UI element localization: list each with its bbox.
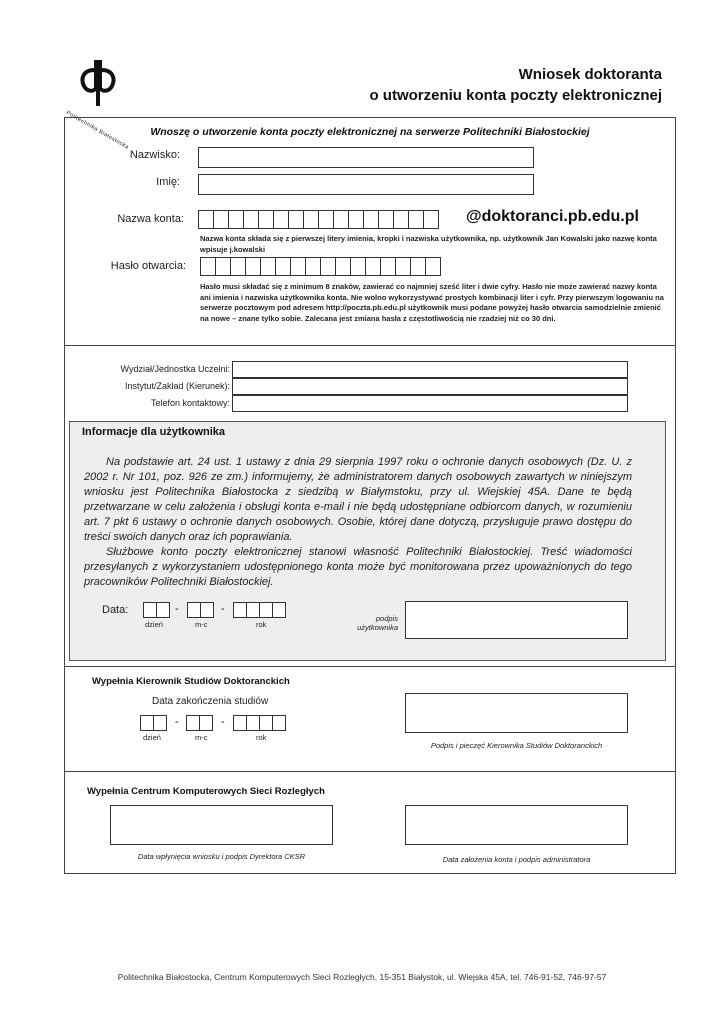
firstname-label: Imię: — [156, 176, 180, 188]
institute-field[interactable] — [232, 378, 628, 395]
date-separator: - — [175, 603, 179, 615]
firstname-field[interactable] — [198, 174, 534, 195]
end-month-boxes[interactable] — [186, 715, 212, 731]
year-caption: rok — [256, 733, 267, 742]
divider — [64, 771, 676, 772]
university-logo — [62, 48, 162, 151]
year-caption: rok — [256, 620, 267, 629]
logo-text: Politechnika Białostocka — [65, 110, 130, 151]
user-info-heading: Informacje dla użytkownika — [82, 426, 226, 438]
institute-label: Instytut/Zakład (Kierunek): — [124, 381, 230, 391]
form-title-line1: Wniosek doktoranta — [518, 66, 662, 83]
date-month-boxes[interactable] — [187, 602, 213, 618]
divider — [64, 345, 676, 346]
end-date-label: Data zakończenia studiów — [152, 696, 269, 707]
date-separator: - — [175, 716, 179, 728]
account-label: Nazwa konta: — [117, 213, 184, 225]
end-day-boxes[interactable] — [140, 715, 166, 731]
end-year-boxes[interactable] — [233, 715, 285, 731]
account-note: Nazwa konta składa się z pierwszej litery imienia, kropki i nazwiska użytkownika, np. użytkownik Jan Kowalski jako nazwę konta wpisuje j.kowalski — [200, 234, 657, 254]
surname-label: Nazwisko: — [129, 149, 180, 161]
month-caption: m-c — [195, 620, 208, 629]
surname-field[interactable] — [198, 147, 534, 168]
email-domain: @doktoranci.pb.edu.pl — [466, 208, 639, 225]
supervisor-heading: Wypełnia Kierownik Studiów Doktoranckich — [92, 676, 290, 687]
account-name-boxes[interactable] — [198, 210, 438, 229]
day-caption: dzień — [145, 620, 163, 629]
phone-field[interactable] — [232, 395, 628, 412]
date-separator: - — [221, 603, 225, 615]
day-caption: dzień — [143, 733, 161, 742]
request-intro: Wnoszę o utworzenie konta poczty elektronicznej na serwerze Politechniki Białostockiej — [150, 126, 590, 138]
signature-caption: podpis — [375, 614, 398, 623]
cksr-director-field[interactable] — [110, 805, 333, 845]
date-separator: - — [221, 716, 225, 728]
signature-caption: użytkownika — [357, 623, 398, 632]
cksr-director-caption: Data wpłynięcia wniosku i podpis Dyrektora CKSR — [137, 852, 306, 861]
faculty-label: Wydział/Jednostka Uczelni: — [120, 364, 230, 374]
info-paragraph: Służbowe konto poczty elektronicznej stanowi własność Politechniki Białostockiej. Treść wiadomości przesyłanych z wykorzystaniem udostępnionego konta może być monitorowana przez upoważnionych do tego pracowników Politechniki Białostockiej. — [84, 546, 632, 588]
date-label: Data: — [102, 604, 129, 616]
cksr-admin-caption: Data założenia konta i podpis administratora — [442, 855, 591, 864]
info-paragraph: Na podstawie art. 24 ust. 1 ustawy z dnia 29 sierpnia 1997 roku o ochronie danych osobowych (Dz. U. z 2002 r. Nr 101, poz. 926 ze zm.) informujemy, że administratorem danych osobowych zawartych w niniejszym wniosku jest Politechnika Białostocka z siedzibą w Białymstoku, przy ul. Wiejskiej 45A. Dane te będą przetwarzane w celu założenia i obsługi konta e-mail i nie będą udostępniane odbiorcom danych, w rozumieniu art. 7 pkt 6 ustawy o ochronie danych osobowych. Osobie, której dane dotyczą, przysługuje prawo dostępu do treści swoich danych oraz ich poprawiania. — [84, 456, 632, 543]
divider — [64, 666, 676, 667]
password-boxes[interactable] — [200, 257, 440, 276]
date-year-boxes[interactable] — [233, 602, 285, 618]
user-signature-field[interactable] — [405, 601, 628, 639]
footer-address: Politechnika Białostocka, Centrum Komputerowych Sieci Rozległych, 15-351 Białystok, ul. Wiejska 45A, tel. 746-91-52, 746-97-57 — [117, 972, 607, 982]
password-note: Hasło musi składać się z minimum 8 znaków, zawierać co najmniej sześć liter i dwie cyfry. Hasło nie może zawierać nazwy konta ani imienia i nazwiska użytkownika konta. Nie wolno wykorzystywać prostych kombinacji liter i cyfr. Przy pierwszym logowaniu na serwerze pocztowym pod adresem http://poczta.pb.edu.pl użytkownik musi podane powyżej hasło otwarcia samodzielnie zmienić na nowe – znane tylko sobie. Zalecana jest zmiana hasła z częstotliwością nie rzadziej niż co 30 dni. — [200, 282, 664, 323]
supervisor-signature-field[interactable] — [405, 693, 628, 733]
supervisor-signature-caption: Podpis i pieczęć Kierownika Studiów Doktoranckich — [430, 741, 603, 750]
cksr-heading: Wypełnia Centrum Komputerowych Sieci Rozległych — [87, 786, 325, 797]
date-day-boxes[interactable] — [143, 602, 169, 618]
month-caption: m-c — [195, 733, 208, 742]
cksr-admin-field[interactable] — [405, 805, 628, 845]
password-label: Hasło otwarcia: — [110, 260, 186, 272]
form-title-line2: o utworzeniu konta poczty elektronicznej — [369, 87, 662, 104]
faculty-field[interactable] — [232, 361, 628, 378]
user-info-text — [84, 455, 632, 590]
phone-label: Telefon kontaktowy: — [150, 398, 230, 408]
